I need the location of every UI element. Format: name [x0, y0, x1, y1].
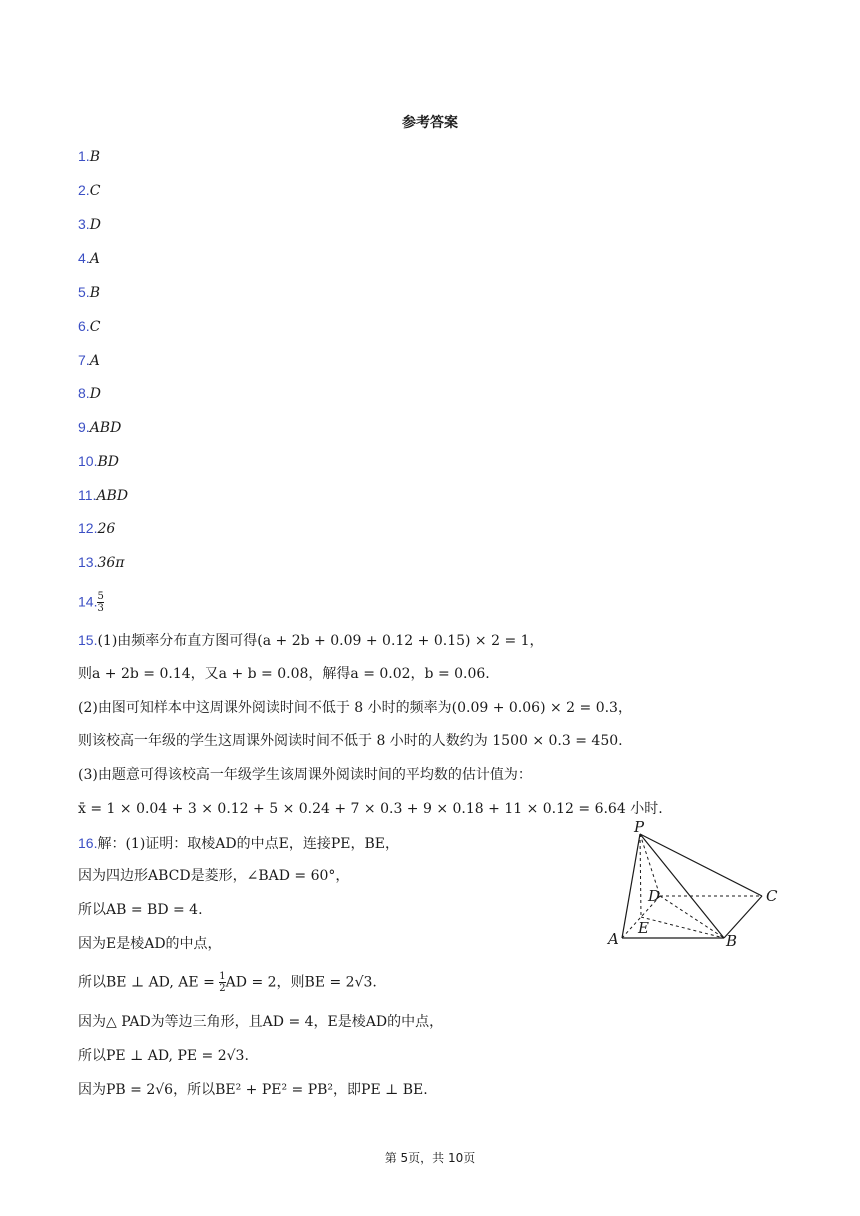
- question-number: 11.: [78, 487, 97, 503]
- edge-DB: [660, 896, 724, 938]
- fraction-denominator: 3: [97, 603, 104, 614]
- edge-EB: [641, 917, 724, 938]
- question-number: 5.: [78, 284, 90, 300]
- answer-text: A: [89, 251, 100, 267]
- label-A: A: [608, 930, 619, 948]
- question-number: 12.: [78, 520, 98, 536]
- answer-item: [78, 146, 100, 167]
- answer-item: [78, 518, 115, 539]
- edge-PB: [640, 834, 724, 938]
- answer-16-line-1: [78, 833, 399, 854]
- solution-text: 解：(1)证明：取棱AD的中点E，连接PE，BE，: [97, 836, 400, 852]
- question-number: 8.: [78, 385, 90, 401]
- fraction: [97, 591, 103, 614]
- label-D: D: [648, 887, 661, 905]
- solution-text: AD = 2，则BE = 2√3.: [225, 974, 377, 991]
- answer-15-line-4: 则该校高一年级的学生这周课外阅读时间不低于 8 小时的人数约为 1500 × 0.3 = 450.: [78, 733, 623, 749]
- solution-text: 所以BE ⊥ AD, AE =: [78, 974, 220, 991]
- page-footer: 第 5页，共 10页: [384, 1151, 476, 1165]
- answer-text: BD: [97, 454, 119, 470]
- question-number: 14.: [78, 593, 98, 610]
- answer-text: A: [89, 353, 100, 369]
- question-number: 4.: [78, 250, 90, 266]
- answer-text: 26: [97, 521, 116, 537]
- answer-text: D: [89, 386, 101, 402]
- answer-14: [78, 591, 104, 614]
- answer-item: [78, 282, 100, 303]
- answer-16-line-5: [78, 971, 377, 994]
- answer-item: [78, 417, 121, 438]
- label-B: B: [726, 932, 738, 950]
- answer-text: 36π: [97, 555, 125, 571]
- answer-text: D: [89, 217, 101, 233]
- solution-text: (1)由频率分布直方图可得(a + 2b + 0.09 + 0.12 + 0.15) × 2 = 1，: [97, 633, 544, 649]
- answer-15-line-6: x̄ = 1 × 0.04 + 3 × 0.12 + 5 × 0.24 + 7 × 0.3 + 9 × 0.18 + 11 × 0.12 = 6.64 小时.: [78, 801, 663, 817]
- question-number: 2.: [78, 182, 90, 198]
- answer-15-line-1: [78, 630, 544, 651]
- answer-text: B: [89, 149, 100, 165]
- answer-item: [78, 180, 100, 201]
- answer-text: C: [89, 183, 101, 199]
- question-number: 3.: [78, 216, 90, 232]
- answer-item: [78, 350, 100, 371]
- label-C: C: [766, 887, 778, 905]
- question-number: 10.: [78, 453, 98, 469]
- answer-16-line-8: 因为PB = 2√6，所以BE² + PE² = PB²，即PE ⊥ BE.: [78, 1082, 428, 1098]
- fraction-denominator: 2: [219, 983, 226, 994]
- question-number: 13.: [78, 554, 98, 570]
- question-number: 1.: [78, 148, 90, 164]
- answer-16-line-4: 因为E是棱AD的中点，: [78, 936, 222, 952]
- answer-15-line-3: (2)由图可知样本中这周课外阅读时间不低于 8 小时的频率为(0.09 + 0.06) × 2 = 0.3，: [78, 700, 632, 716]
- answer-item: [78, 214, 101, 235]
- answer-item: [78, 451, 119, 472]
- pyramid-figure: [602, 820, 782, 950]
- answer-item: [78, 248, 100, 269]
- answer-item: [78, 552, 124, 573]
- question-number: 7.: [78, 352, 90, 368]
- question-number: 15.: [78, 632, 98, 648]
- label-E: E: [638, 919, 649, 937]
- answer-15-line-5: (3)由题意可得该校高一年级学生该周课外阅读时间的平均数的估计值为：: [78, 767, 532, 783]
- answer-16-line-2: 因为四边形ABCD是菱形，∠BAD = 60°，: [78, 868, 350, 884]
- question-number: 6.: [78, 318, 90, 334]
- answer-item: [78, 316, 100, 337]
- answer-16-line-3: 所以AB = BD = 4.: [78, 902, 203, 918]
- answer-item: [78, 383, 101, 404]
- fraction-numerator: 1: [219, 971, 226, 982]
- answer-text: C: [89, 319, 101, 335]
- fraction-numerator: 5: [97, 591, 104, 602]
- answer-text: B: [89, 285, 100, 301]
- answer-16-line-7: 所以PE ⊥ AD, PE = 2√3.: [78, 1048, 249, 1064]
- page-title: 参考答案: [402, 115, 458, 131]
- label-P: P: [634, 820, 645, 836]
- answer-15-line-2: 则a + 2b = 0.14，又a + b = 0.08，解得a = 0.02，b = 0.06.: [78, 666, 490, 682]
- edge-PE: [640, 834, 641, 917]
- question-number: 16.: [78, 835, 98, 851]
- question-number: 9.: [78, 419, 90, 435]
- answer-16-line-6: 因为△ PAD为等边三角形，且AD = 4，E是棱AD的中点，: [78, 1014, 444, 1030]
- answer-text: ABD: [96, 488, 129, 504]
- answer-text: ABD: [89, 420, 122, 436]
- answer-item: [78, 485, 128, 506]
